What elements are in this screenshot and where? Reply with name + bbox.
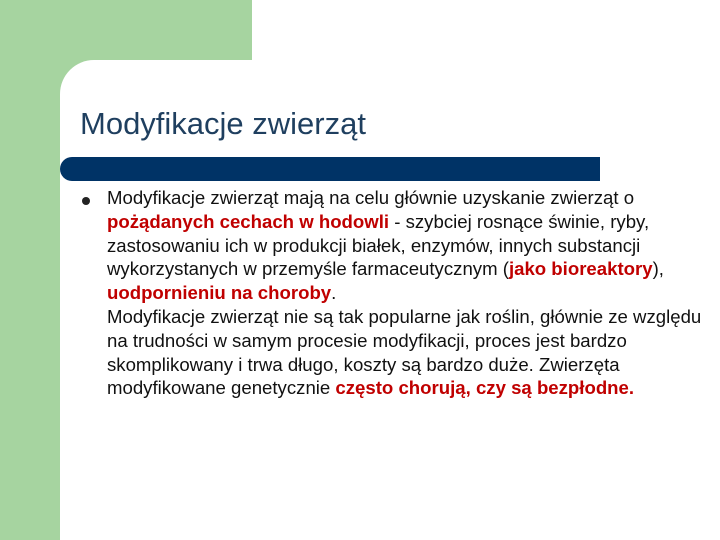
body-text-segment: Modyfikacje zwierząt mają na celu głównie uzyskanie zwierząt o [107,187,635,208]
paragraph-1 [107,187,664,303]
decor-green-left-strip [0,0,60,540]
paragraph-2 [107,306,701,398]
title-underline-bar [60,157,600,181]
highlight-sick-infertile: często chorują, czy są bezpłodne. [335,377,635,399]
slide-body [107,186,707,400]
slide-title: Modyfikacje zwierząt [80,106,366,141]
body-text-segment: Modyfikacje zwierząt nie są tak popularne jak roślin, głównie ze względu na trudności w samym procesie modyfikacji, proces jest bardzo skomplikowany i trwa długo, koszty są bardzo duże. Zwierzęta modyfikowane genetycznie [107,305,702,399]
body-text-segment: ), [652,258,664,280]
body-text-segment: . [331,282,337,304]
highlight-bioreactors: jako bioreaktory [508,258,653,280]
bullet-icon [82,197,90,205]
highlight-disease-resistance: uodpornieniu na choroby [107,282,332,304]
highlight-desired-traits: pożądanych cechach w hodowli [107,210,390,232]
body-text-segment: - szybciej rosnące świnie, ryby, zastosowaniu ich w produkcji białek, enzymów, innych substancji wykorzystanych w przemyśle farmaceutycznym ( [107,210,650,280]
